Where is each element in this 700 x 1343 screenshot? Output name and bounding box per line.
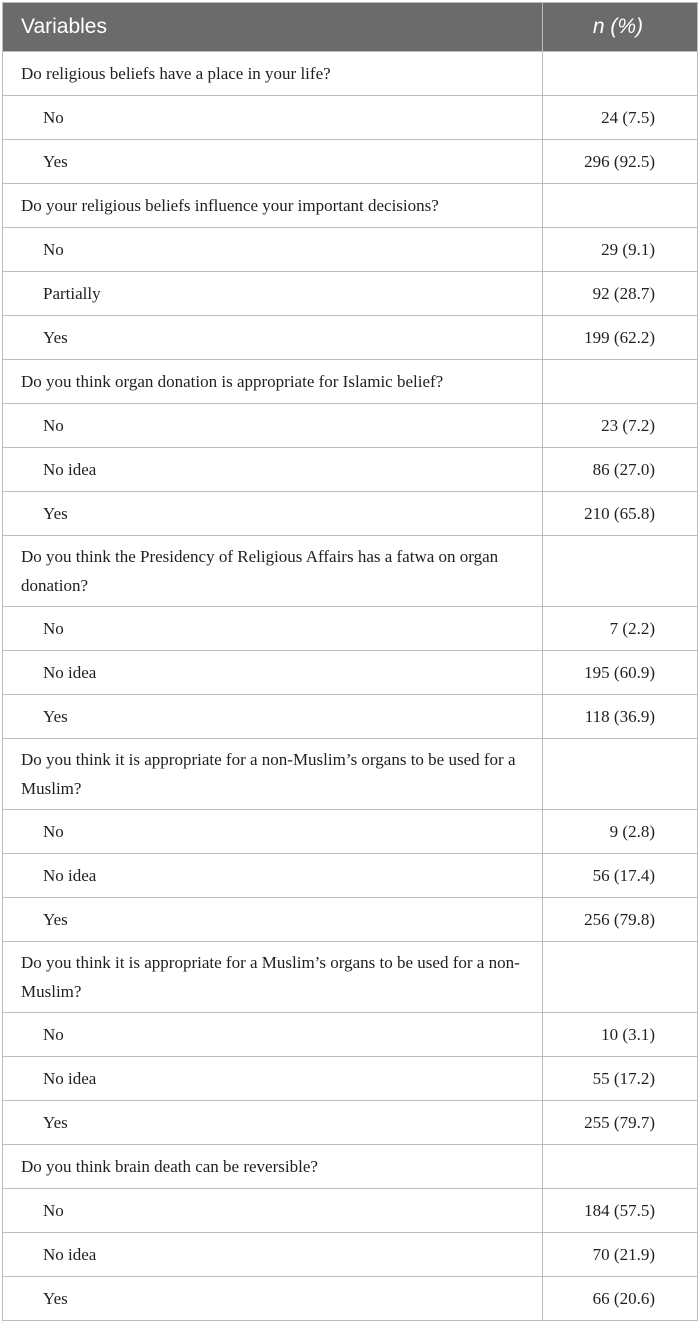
option-row <box>3 854 698 898</box>
option-row <box>3 1189 698 1233</box>
option-label: No <box>3 1013 543 1057</box>
question-row <box>3 184 698 228</box>
option-value: 255 (79.7) <box>543 1101 698 1145</box>
option-label: No <box>3 96 543 140</box>
question-text: Do your religious beliefs influence your important decisions? <box>3 184 543 228</box>
table-body <box>3 52 698 1321</box>
option-label: No idea <box>3 651 543 695</box>
option-row <box>3 96 698 140</box>
option-value: 56 (17.4) <box>543 854 698 898</box>
option-row <box>3 404 698 448</box>
option-label: No <box>3 228 543 272</box>
option-value: 256 (79.8) <box>543 898 698 942</box>
question-text: Do you think it is appropriate for a Muslim’s organs to be used for a non-Muslim? <box>3 942 543 1013</box>
option-row <box>3 1277 698 1321</box>
option-row <box>3 448 698 492</box>
option-value: 29 (9.1) <box>543 228 698 272</box>
option-row <box>3 272 698 316</box>
question-text: Do religious beliefs have a place in your life? <box>3 52 543 96</box>
header-n-percent: n (%) <box>543 3 698 52</box>
option-row <box>3 695 698 739</box>
question-row <box>3 739 698 810</box>
option-value: 210 (65.8) <box>543 492 698 536</box>
question-row <box>3 942 698 1013</box>
option-label: Yes <box>3 695 543 739</box>
question-text: Do you think it is appropriate for a non-Muslim’s organs to be used for a Muslim? <box>3 739 543 810</box>
option-value: 199 (62.2) <box>543 316 698 360</box>
option-value: 23 (7.2) <box>543 404 698 448</box>
option-value: 86 (27.0) <box>543 448 698 492</box>
option-row <box>3 1057 698 1101</box>
header-variables: Variables <box>3 3 543 52</box>
option-label: No idea <box>3 1057 543 1101</box>
option-value: 10 (3.1) <box>543 1013 698 1057</box>
option-label: No <box>3 1189 543 1233</box>
option-label: Yes <box>3 492 543 536</box>
option-value: 184 (57.5) <box>543 1189 698 1233</box>
question-row <box>3 360 698 404</box>
option-label: No <box>3 404 543 448</box>
question-row <box>3 1145 698 1189</box>
option-row <box>3 1233 698 1277</box>
header-row <box>3 3 698 52</box>
option-row <box>3 810 698 854</box>
question-empty-cell <box>543 1145 698 1189</box>
option-row <box>3 140 698 184</box>
question-empty-cell <box>543 52 698 96</box>
option-value: 55 (17.2) <box>543 1057 698 1101</box>
option-label: No idea <box>3 1233 543 1277</box>
question-row <box>3 536 698 607</box>
option-label: Yes <box>3 140 543 184</box>
option-label: Yes <box>3 898 543 942</box>
question-empty-cell <box>543 536 698 607</box>
question-row <box>3 52 698 96</box>
option-value: 92 (28.7) <box>543 272 698 316</box>
option-value: 70 (21.9) <box>543 1233 698 1277</box>
question-text: Do you think organ donation is appropriate for Islamic belief? <box>3 360 543 404</box>
option-value: 24 (7.5) <box>543 96 698 140</box>
option-row <box>3 316 698 360</box>
question-empty-cell <box>543 942 698 1013</box>
option-label: Yes <box>3 1277 543 1321</box>
option-row <box>3 898 698 942</box>
option-row <box>3 228 698 272</box>
option-label: Yes <box>3 1101 543 1145</box>
question-empty-cell <box>543 360 698 404</box>
option-row <box>3 607 698 651</box>
option-value: 195 (60.9) <box>543 651 698 695</box>
option-label: No idea <box>3 854 543 898</box>
question-text: Do you think the Presidency of Religious Affairs has a fatwa on organ donation? <box>3 536 543 607</box>
option-value: 9 (2.8) <box>543 810 698 854</box>
option-row <box>3 1101 698 1145</box>
option-value: 66 (20.6) <box>543 1277 698 1321</box>
question-empty-cell <box>543 184 698 228</box>
option-value: 296 (92.5) <box>543 140 698 184</box>
data-table <box>2 2 698 1321</box>
option-label: Partially <box>3 272 543 316</box>
option-row <box>3 651 698 695</box>
option-value: 118 (36.9) <box>543 695 698 739</box>
option-label: No <box>3 607 543 651</box>
option-label: No <box>3 810 543 854</box>
option-label: No idea <box>3 448 543 492</box>
option-value: 7 (2.2) <box>543 607 698 651</box>
option-row <box>3 492 698 536</box>
option-row <box>3 1013 698 1057</box>
question-text: Do you think brain death can be reversible? <box>3 1145 543 1189</box>
question-empty-cell <box>543 739 698 810</box>
option-label: Yes <box>3 316 543 360</box>
